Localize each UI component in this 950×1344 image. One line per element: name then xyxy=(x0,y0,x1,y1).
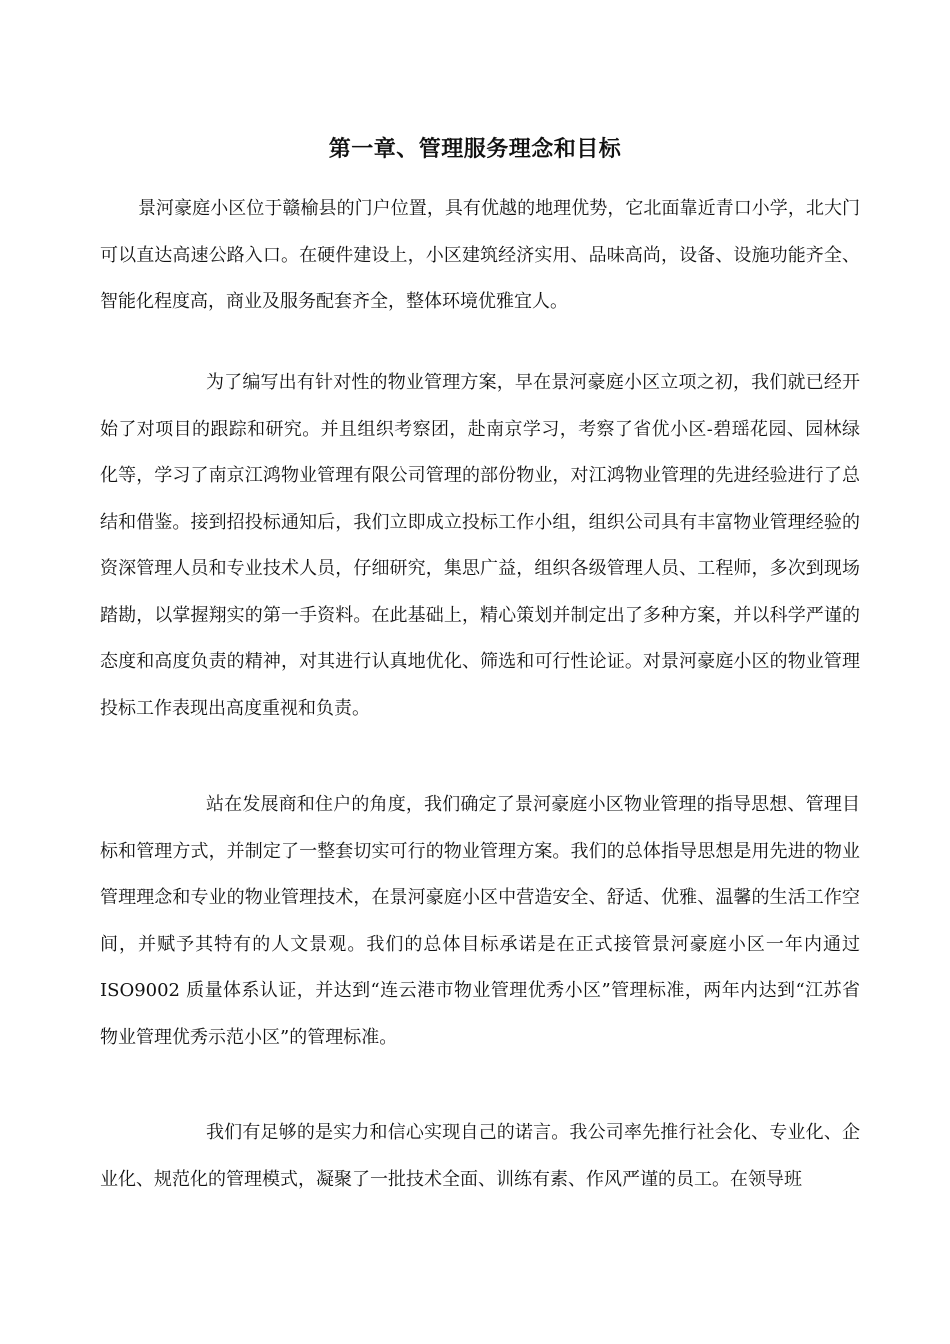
paragraph-capability: 我们有足够的是实力和信心实现自己的诺言。我公司率先推行社会化、专业化、企业化、规范化的管理模式，凝聚了一批技术全面、训练有素、作风严谨的员工。在领导班 xyxy=(100,1122,860,1190)
paragraph-preparation: 为了编写出有针对性的物业管理方案，早在景河豪庭小区立项之初，我们就已经开始了对项目的跟踪和研究。并且组织考察团，赴南京学习，考察了省优小区-碧瑶花园、园林绿化等，学习了南京江鸿物业管理有限公司管理的部份物业，对江鸿物业管理的先进经验进行了总结和借鉴。接到招投标通知后，我们立即成立投标工作小组，组织公司具有丰富物业管理经验的资深管理人员和专业技术人员，仔细研究，集思广益，组织各级管理人员、工程师，多次到现场踏勘，以掌握翔实的第一手资料。在此基础上，精心策划并制定出了多种方案，并以科学严谨的态度和高度负责的精神，对其进行认真地优化、筛选和可行性论证。对景河豪庭小区的物业管理投标工作表现出高度重视和负责。 xyxy=(100,372,860,719)
paragraph-location: 景河豪庭小区位于赣榆县的门户位置，具有优越的地理优势，它北面靠近青口小学，北大门可以直达高速公路入口。在硬件建设上，小区建筑经济实用、品味高尚，设备、设施功能齐全、智能化程度高，商业及服务配套齐全，整体环境优雅宜人。 xyxy=(100,198,860,312)
paragraph-guiding-ideas: 站在发展商和住户的角度，我们确定了景河豪庭小区物业管理的指导思想、管理目标和管理方式，并制定了一整套切实可行的物业管理方案。我们的总体指导思想是用先进的物业管理理念和专业的物业管理技术，在景河豪庭小区中营造安全、舒适、优雅、温馨的生活工作空间，并赋予其特有的人文景观。我们的总体目标承诺是在正式接管景河豪庭小区一年内通过 ISO9002 质量体系认证，并达到“连云港市物业管理优秀小区”管理标准，两年内达到“江苏省物业管理优秀示范小区”的管理标准。 xyxy=(100,794,860,1048)
chapter-title: 第一章、管理服务理念和目标 xyxy=(328,136,622,162)
